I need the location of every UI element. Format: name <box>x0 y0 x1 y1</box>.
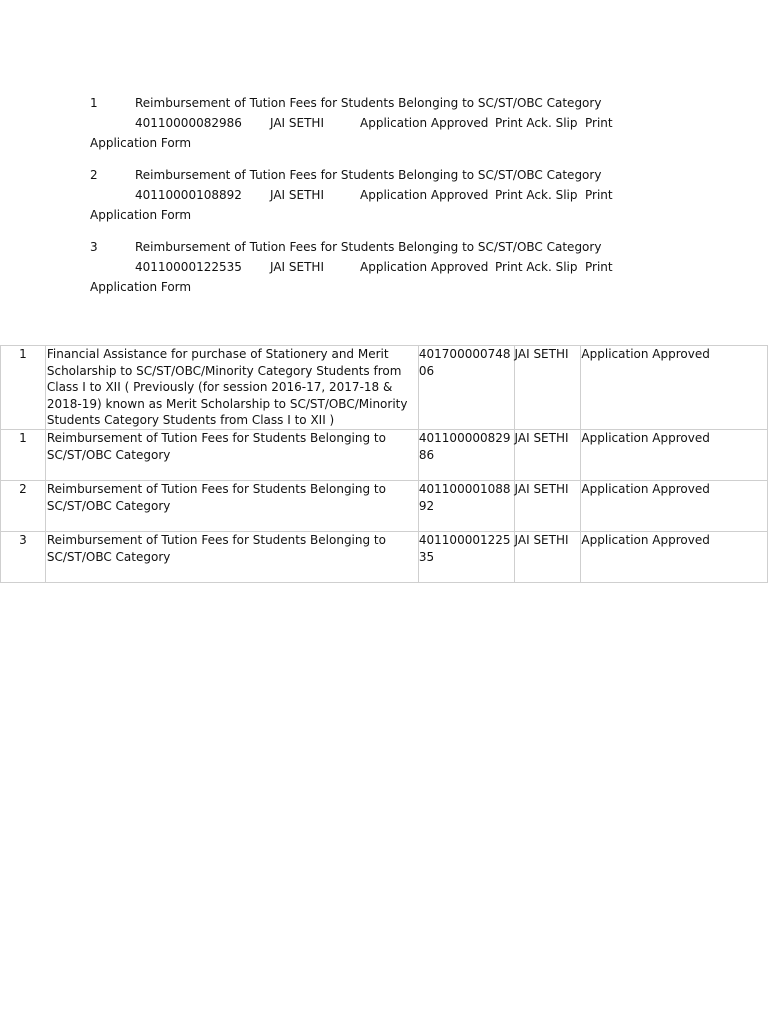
table-row <box>1 532 768 583</box>
print-application-form-link[interactable]: Print <box>585 260 613 274</box>
scheme-name: Reimbursement of Tution Fees for Students Belonging to SC/ST/OBC Category <box>135 96 602 110</box>
print-application-form-link[interactable]: Print <box>585 188 613 202</box>
cell-application-number: 40110000122535 <box>418 532 514 583</box>
application-list-text <box>90 93 650 309</box>
scheme-name: Reimbursement of Tution Fees for Students Belonging to SC/ST/OBC Category <box>135 240 602 254</box>
applicant-name: JAI SETHI <box>270 188 324 202</box>
cell-scheme: Reimbursement of Tution Fees for Students Belonging to SC/ST/OBC Category <box>45 430 418 481</box>
cell-scheme: Reimbursement of Tution Fees for Students Belonging to SC/ST/OBC Category <box>45 481 418 532</box>
applications-table <box>0 345 768 583</box>
application-number: 40110000082986 <box>135 116 242 130</box>
application-status: Application Approved <box>360 116 489 130</box>
cell-sno: 1 <box>1 430 46 481</box>
print-ack-slip-link[interactable]: Print Ack. Slip <box>495 116 578 130</box>
table-row <box>1 430 768 481</box>
cell-name: JAI SETHI <box>514 532 581 583</box>
print-application-form-link-tail[interactable]: Application Form <box>90 208 192 222</box>
print-application-form-link-tail[interactable]: Application Form <box>90 280 192 294</box>
cell-application-number: 40110000108892 <box>418 481 514 532</box>
print-ack-slip-link[interactable]: Print Ack. Slip <box>495 260 578 274</box>
applicant-name: JAI SETHI <box>270 260 324 274</box>
serial-number: 3 <box>90 240 98 254</box>
application-status: Application Approved <box>360 260 489 274</box>
print-application-form-link[interactable]: Print <box>585 116 613 130</box>
cell-status: Application Approved <box>581 481 768 532</box>
serial-number: 1 <box>90 96 98 110</box>
cell-name: JAI SETHI <box>514 430 581 481</box>
application-record <box>90 237 650 297</box>
cell-scheme: Reimbursement of Tution Fees for Students Belonging to SC/ST/OBC Category <box>45 532 418 583</box>
scheme-name: Reimbursement of Tution Fees for Students Belonging to SC/ST/OBC Category <box>135 168 602 182</box>
applicant-name: JAI SETHI <box>270 116 324 130</box>
cell-name: JAI SETHI <box>514 481 581 532</box>
application-number: 40110000108892 <box>135 188 242 202</box>
print-application-form-link-tail[interactable]: Application Form <box>90 136 192 150</box>
print-ack-slip-link[interactable]: Print Ack. Slip <box>495 188 578 202</box>
table-row <box>1 481 768 532</box>
cell-sno: 1 <box>1 346 46 430</box>
application-record <box>90 165 650 225</box>
cell-status: Application Approved <box>581 430 768 481</box>
cell-status: Application Approved <box>581 346 768 430</box>
cell-name: JAI SETHI <box>514 346 581 430</box>
cell-application-number: 40110000082986 <box>418 430 514 481</box>
cell-status: Application Approved <box>581 532 768 583</box>
serial-number: 2 <box>90 168 98 182</box>
cell-application-number: 40170000074806 <box>418 346 514 430</box>
cell-scheme: Financial Assistance for purchase of Stationery and Merit Scholarship to SC/ST/OBC/Minority Category Students from Class I to XII ( Previously (for session 2016-17, 2017-18 & 2018-19) known as Merit Scholarship to SC/ST/OBC/Minority Students Category Students from Class I to XII ) <box>45 346 418 430</box>
application-record <box>90 93 650 153</box>
table-row <box>1 346 768 430</box>
application-number: 40110000122535 <box>135 260 242 274</box>
cell-sno: 2 <box>1 481 46 532</box>
cell-sno: 3 <box>1 532 46 583</box>
application-status: Application Approved <box>360 188 489 202</box>
